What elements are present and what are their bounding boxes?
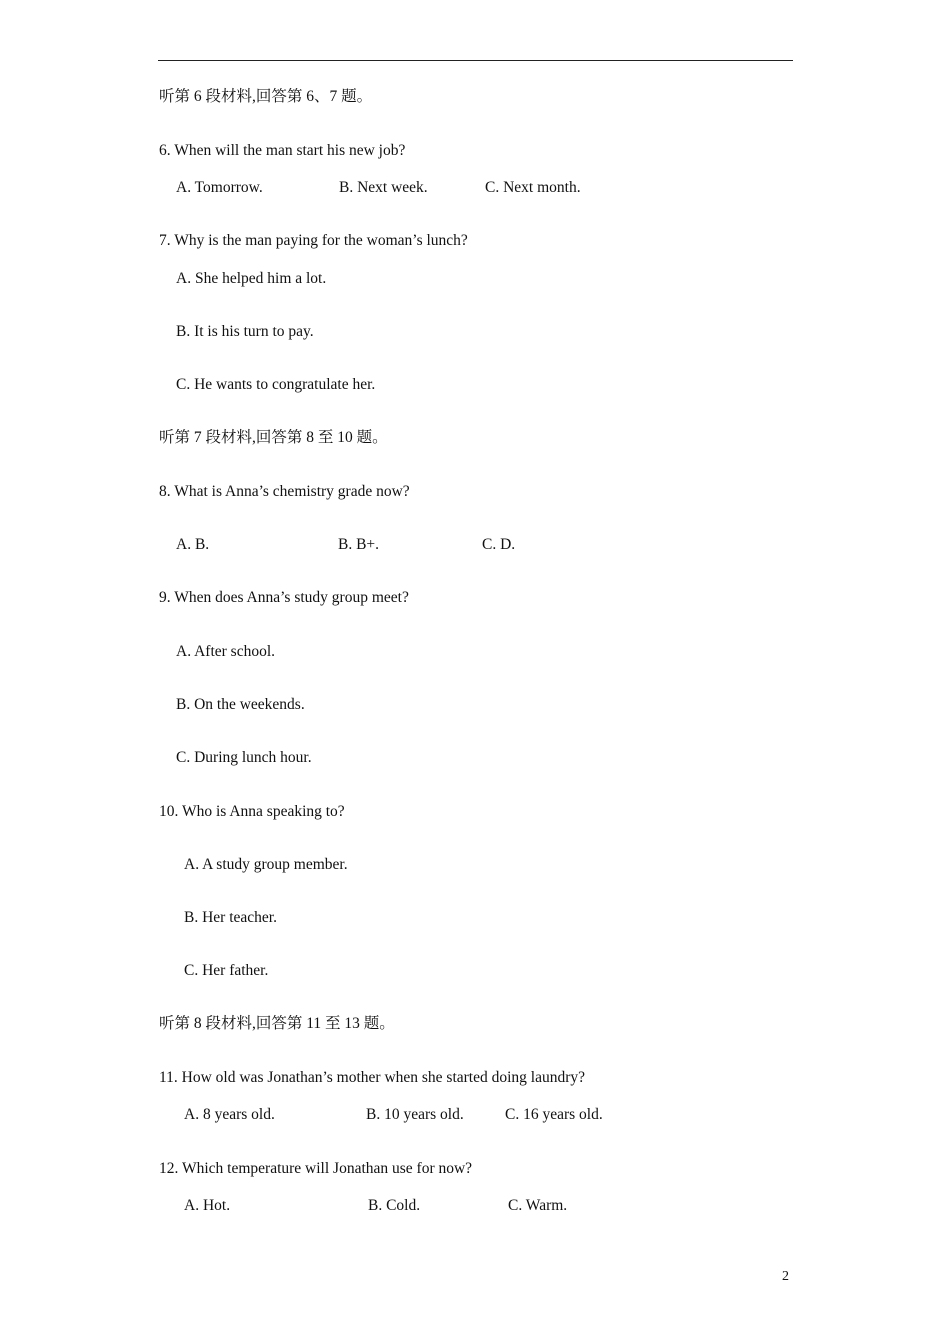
question-11-option-c: C. 16 years old. [505,1106,603,1123]
question-6-option-b: B. Next week. [339,179,428,196]
question-9-option-a: A. After school. [176,643,276,660]
question-12-option-c: C. Warm. [508,1197,568,1214]
header-rule [158,60,793,61]
question-7-option-b: B. It is his turn to pay. [176,323,314,340]
question-8-stem: 8. What is Anna’s chemistry grade now? [159,483,410,500]
section-heading-7: 听第 7 段材料,回答第 8 至 10 题。 [159,429,388,446]
section-heading-6: 听第 6 段材料,回答第 6、7 题。 [159,88,373,105]
question-7-option-c: C. He wants to congratulate her. [176,376,376,393]
question-9-option-b: B. On the weekends. [176,696,305,713]
question-6-option-a: A. Tomorrow. [176,179,263,196]
question-6-stem: 6. When will the man start his new job? [159,142,406,159]
question-6-option-c: C. Next month. [485,179,581,196]
question-10-option-a: A. A study group member. [184,856,348,873]
question-12-option-a: A. Hot. [184,1197,231,1214]
question-9-option-c: C. During lunch hour. [176,749,312,766]
question-10-option-b: B. Her teacher. [184,909,277,926]
question-11-option-a: A. 8 years old. [184,1106,275,1123]
question-8-option-b: B. B+. [338,536,380,553]
question-7-stem: 7. Why is the man paying for the woman’s lunch? [159,232,468,249]
question-12-stem: 12. Which temperature will Jonathan use for now? [159,1160,473,1177]
question-9-stem: 9. When does Anna’s study group meet? [159,589,409,606]
question-10-option-c: C. Her father. [184,962,269,979]
question-11-option-b: B. 10 years old. [366,1106,464,1123]
page-number: 2 [782,1269,789,1284]
question-12-option-b: B. Cold. [368,1197,421,1214]
question-8-option-a: A. B. [176,536,210,553]
question-10-stem: 10. Who is Anna speaking to? [159,803,345,820]
question-8-option-c: C. D. [482,536,516,553]
section-heading-8: 听第 8 段材料,回答第 11 至 13 题。 [159,1015,395,1032]
question-7-option-a: A. She helped him a lot. [176,270,327,287]
question-11-stem: 11. How old was Jonathan’s mother when she started doing laundry? [159,1069,586,1086]
